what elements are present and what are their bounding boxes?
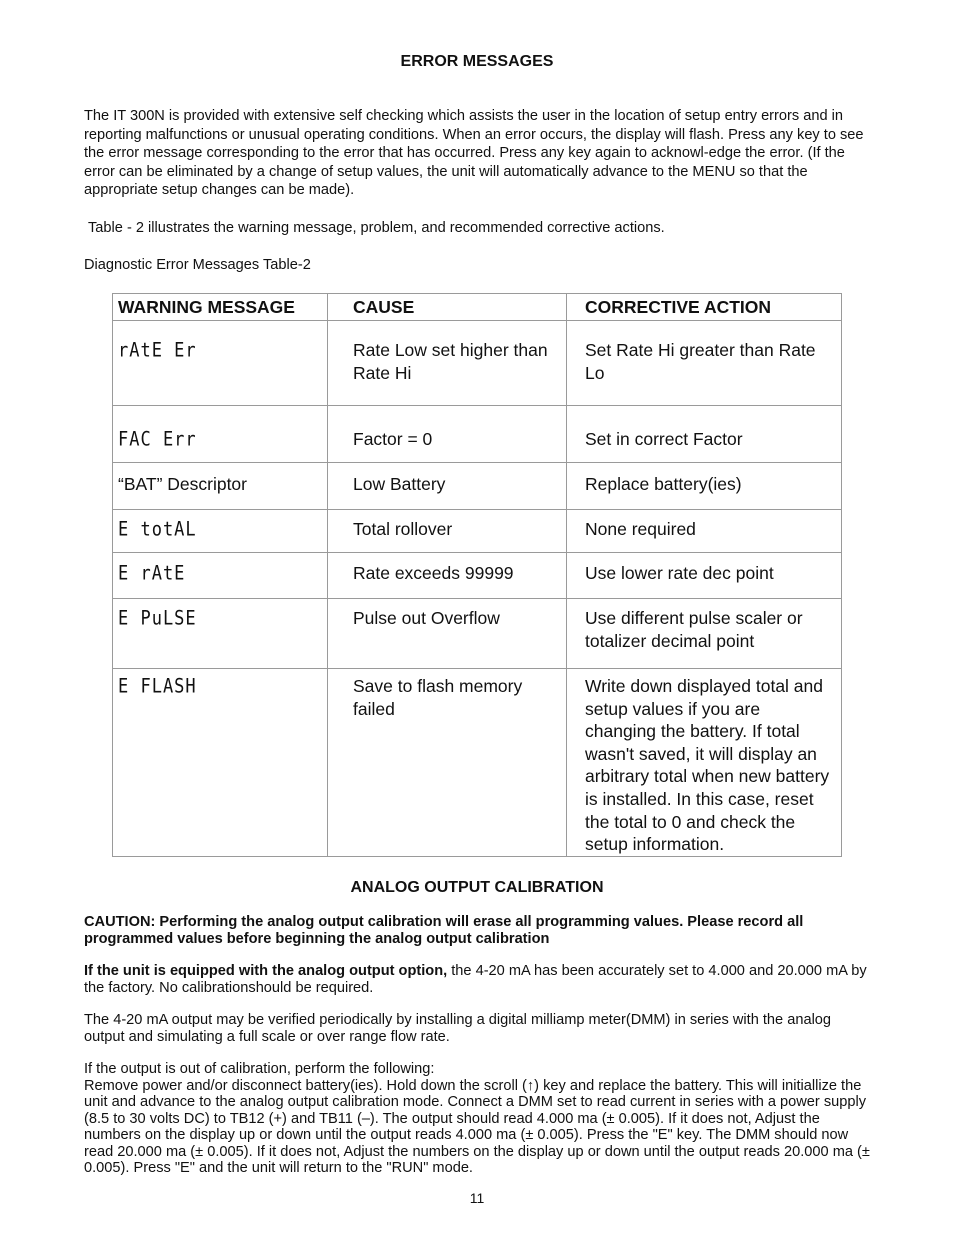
cell-message — [113, 553, 328, 599]
table-row — [113, 669, 842, 857]
cell-cause: Low Battery — [328, 463, 567, 510]
seven-seg-message: E FLASH — [118, 675, 197, 699]
seven-seg-message: E rAtE — [118, 562, 186, 586]
cell-action: Write down displayed total and setup values if you are changing the battery. If total wasn't saved, it will display an arbitrary total when new battery is installed. In this case, reset the total to 0 and check the setup information. — [567, 669, 842, 857]
procedure-intro: If the output is out of calibration, perform the following: — [84, 1061, 435, 1077]
cell-action: Use lower rate dec point — [567, 553, 842, 599]
header-warning-message: WARNING MESSAGE — [113, 294, 328, 321]
table-row — [113, 510, 842, 553]
option-bold-text: If the unit is equipped with the analog output option, — [84, 963, 448, 979]
cell-message — [113, 669, 328, 857]
cell-message — [113, 406, 328, 463]
cell-cause: Save to flash memory failed — [328, 669, 567, 857]
table-row — [113, 599, 842, 669]
cell-action: Use different pulse scaler or totalizer decimal point — [567, 599, 842, 669]
seven-seg-message: rAtE Er — [118, 339, 197, 363]
procedure-paragraph: Remove power and/or disconnect battery(ies). Hold down the scroll (↑) key and replace the battery. This will initiallize the unit and advance to the analog output calibration mode. Connect a DMM set to read current in series with a power supply (8.5 to 30 volts DC) to TB12 (+) and TB11 (–). The output should read 4.000 ma (± 0.005). If it does not, Adjust the numbers on the display up or down until the output reads 4.000 ma (± 0.005). Press the "E" key. The DMM should now read 20.000 ma (± 0.005). If it does not, Adjust the numbers on the display up or down until the output reads 20.000 ma (± 0.005). Press "E" and the unit will return to the "RUN" mode. — [84, 1078, 870, 1177]
table-row — [113, 463, 842, 510]
table-row — [113, 406, 842, 463]
section-title-error-messages: ERROR MESSAGES — [400, 53, 554, 70]
cell-cause: Factor = 0 — [328, 406, 567, 463]
cell-message — [113, 510, 328, 553]
cell-cause: Rate exceeds 99999 — [328, 553, 567, 599]
cell-message: “BAT” Descriptor — [113, 463, 328, 510]
cell-cause: Pulse out Overflow — [328, 599, 567, 669]
header-corrective-action: CORRECTIVE ACTION — [567, 294, 842, 321]
verify-paragraph: The 4-20 mA output may be verified periodically by installing a digital milliamp meter(DMM) in series with the analog output and simulating a full scale or over range flow rate. — [84, 1012, 832, 1045]
cell-action: Set in correct Factor — [567, 406, 842, 463]
seven-seg-message: E totAL — [118, 518, 197, 542]
intro-paragraph: The IT 300N is provided with extensive self checking which assists the user in the location of setup entry errors and in reporting malfunctions or unusual operating conditions. When an error occurs, the display will flash. Press any key to see the error message corresponding to the error that has occurred. Press any key again to acknowl-edge the error. (If the error can be eliminated by a change of setup values, the unit will automatically advance to the MENU so that the appropriate setup changes can be made). — [84, 108, 864, 199]
header-cause: CAUSE — [328, 294, 567, 321]
cell-message — [113, 321, 328, 406]
cell-action: Set Rate Hi greater than Rate Lo — [567, 321, 842, 406]
table-row — [113, 321, 842, 406]
cell-cause: Rate Low set higher than Rate Hi — [328, 321, 567, 406]
table-caption: Diagnostic Error Messages Table-2 — [84, 257, 311, 273]
option-text: the 4-20 mA has been accurately set to 4.000 and 20.000 mA by the factory. No calibrationshould be required. — [84, 963, 867, 996]
cell-message — [113, 599, 328, 669]
cell-action: Replace battery(ies) — [567, 463, 842, 510]
cell-cause: Total rollover — [328, 510, 567, 553]
seven-seg-message: E PuLSE — [118, 607, 197, 631]
cell-action: None required — [567, 510, 842, 553]
table-note: Table - 2 illustrates the warning message, problem, and recommended corrective actions. — [88, 220, 665, 236]
seven-seg-message: FAC Err — [118, 428, 197, 452]
diagnostic-table — [112, 293, 842, 857]
caution-paragraph: CAUTION: Performing the analog output calibration will erase all programming values. Please record all programmed values before beginning the analog output calibration — [84, 914, 804, 947]
table-row — [113, 553, 842, 599]
section-title-analog-calibration: ANALOG OUTPUT CALIBRATION — [350, 879, 604, 896]
option-paragraph — [84, 963, 874, 996]
page-number: 11 — [469, 1190, 485, 1206]
table-header-row — [113, 294, 842, 321]
